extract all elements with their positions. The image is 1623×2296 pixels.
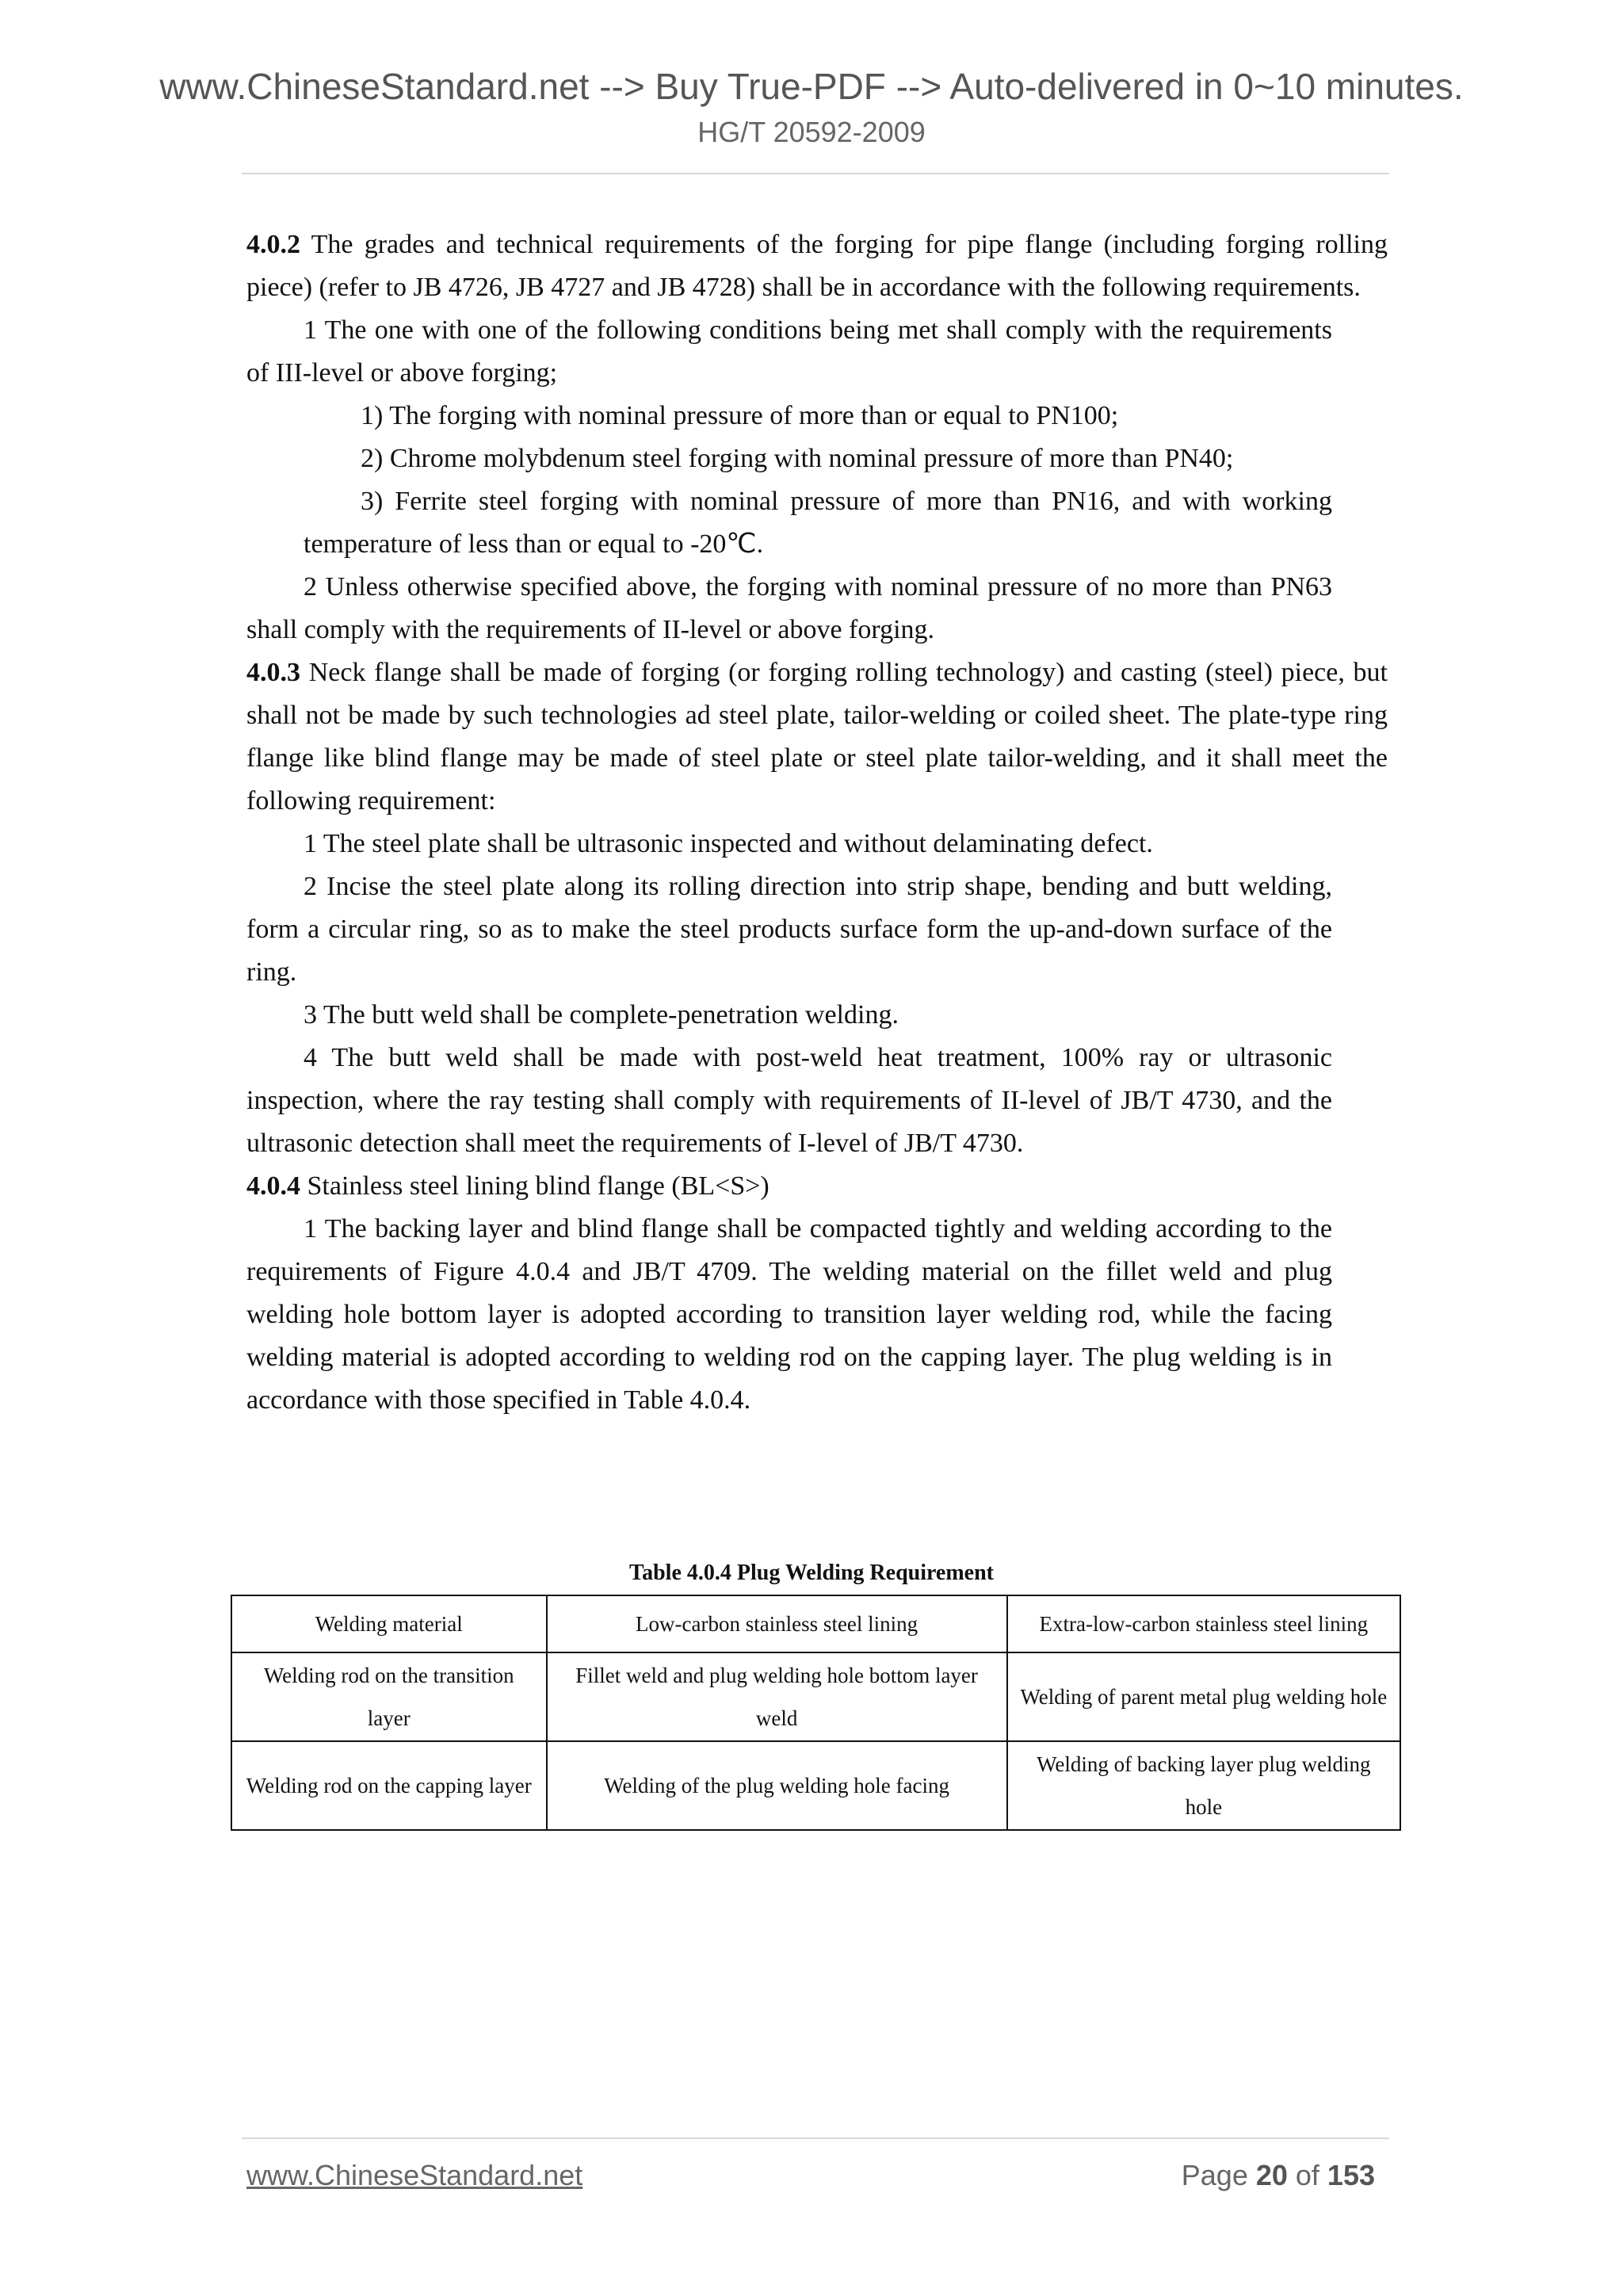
clause-number: 4.0.2 xyxy=(246,230,300,259)
clause-4-0-2-subitem-3: 3) Ferrite steel forging with nominal pressure of more than PN16, and with working temperature of less than or equal to -20℃. xyxy=(304,487,1332,559)
table-header-row xyxy=(231,1595,1400,1652)
clause-4-0-3-item-3: 3 The butt weld shall be complete-penetration welding. xyxy=(304,1000,899,1030)
table-cell: Fillet weld and plug welding hole bottom layer weld xyxy=(547,1652,1007,1741)
table-cell: Welding of backing layer plug welding hole xyxy=(1007,1741,1400,1830)
footer-divider xyxy=(242,2137,1389,2139)
header-cell: Welding material xyxy=(231,1595,547,1652)
clause-4-0-4 xyxy=(246,1165,1388,1208)
clause-4-0-3 xyxy=(246,651,1388,823)
table-cell: Welding of the plug welding hole facing xyxy=(547,1741,1007,1830)
clause-4-0-3-item-1: 1 The steel plate shall be ultrasonic inspected and without delaminating defect. xyxy=(304,829,1153,858)
clause-4-0-3-item-2: 2 Incise the steel plate along its rolling direction into strip shape, bending and butt welding, form a circular ring, so as to make the steel products surface form the up-and-down surface of the ring. xyxy=(246,872,1332,987)
header-cell: Extra-low-carbon stainless steel lining xyxy=(1007,1595,1400,1652)
page-of: of xyxy=(1287,2159,1327,2191)
clause-number: 4.0.3 xyxy=(246,658,300,687)
clause-4-0-3-item-4: 4 The butt weld shall be made with post-weld heat treatment, 100% ray or ultrasonic inspection, where the ray testing shall comply with requirements of II-level of JB/T 4730, and the ultrasonic detection shall meet the requirements of I-level of JB/T 4730. xyxy=(246,1043,1332,1158)
clause-4-0-2-subitem-1: 1) The forging with nominal pressure of more than or equal to PN100; xyxy=(361,401,1119,430)
clause-text: Neck flange shall be made of forging (or forging rolling technology) and casting (steel) piece, but shall not be made by such technologies ad steel plate, tailor-welding or coiled sheet. The plate-type ring flange like blind flange may be made of steel plate or steel plate tailor-welding, and it shall meet the following requirement: xyxy=(246,658,1388,816)
header-divider xyxy=(242,173,1389,174)
clause-4-0-2-subitem-2: 2) Chrome molybdenum steel forging with nominal pressure of more than PN40; xyxy=(361,444,1234,473)
table-cell: Welding of parent metal plug welding hole xyxy=(1007,1652,1400,1741)
clause-text: The grades and technical requirements of the forging for pipe flange (including forging rolling piece) (refer to JB 4726, JB 4727 and JB 4728) shall be in accordance with the following requirements. xyxy=(246,230,1388,302)
current-page: 20 xyxy=(1255,2159,1288,2191)
clause-4-0-2-item-2: 2 Unless otherwise specified above, the forging with nominal pressure of no more than PN63 shall comply with the requirements of II-level or above forging. xyxy=(246,572,1332,644)
document-body xyxy=(246,223,1388,1422)
clause-4-0-2-item-1: 1 The one with one of the following conditions being met shall comply with the requirements of III-level or above forging; xyxy=(246,315,1332,388)
standard-number: HG/T 20592-2009 xyxy=(697,116,926,148)
clause-text: Stainless steel lining blind flange (BL<S>) xyxy=(300,1171,769,1201)
header-banner[interactable]: www.ChineseStandard.net --> Buy True-PDF --> Auto-delivered in 0~10 minutes. xyxy=(159,66,1464,107)
table-row xyxy=(231,1652,1400,1741)
table-cell: Welding rod on the capping layer xyxy=(231,1741,547,1830)
total-pages: 153 xyxy=(1327,2159,1375,2191)
plug-welding-table xyxy=(231,1595,1401,1831)
clause-4-0-4-item-1: 1 The backing layer and blind flange shall be compacted tightly and welding according to the requirements of Figure 4.0.4 and JB/T 4709. The welding material on the fillet weld and plug welding hole bottom layer is adopted according to transition layer welding rod, while the facing welding material is adopted according to welding rod on the capping layer. The plug welding is in accordance with those specified in Table 4.0.4. xyxy=(246,1214,1332,1415)
page-prefix: Page xyxy=(1181,2159,1256,2191)
table-cell: Welding rod on the transition layer xyxy=(231,1652,547,1741)
table-row xyxy=(231,1741,1400,1830)
page-indicator xyxy=(1182,2159,1375,2192)
header-cell: Low-carbon stainless steel lining xyxy=(547,1595,1007,1652)
clause-number: 4.0.4 xyxy=(246,1171,300,1201)
footer-site-link[interactable]: www.ChineseStandard.net xyxy=(246,2159,583,2191)
clause-4-0-2 xyxy=(246,223,1388,309)
table-caption: Table 4.0.4 Plug Welding Requirement xyxy=(629,1561,994,1585)
